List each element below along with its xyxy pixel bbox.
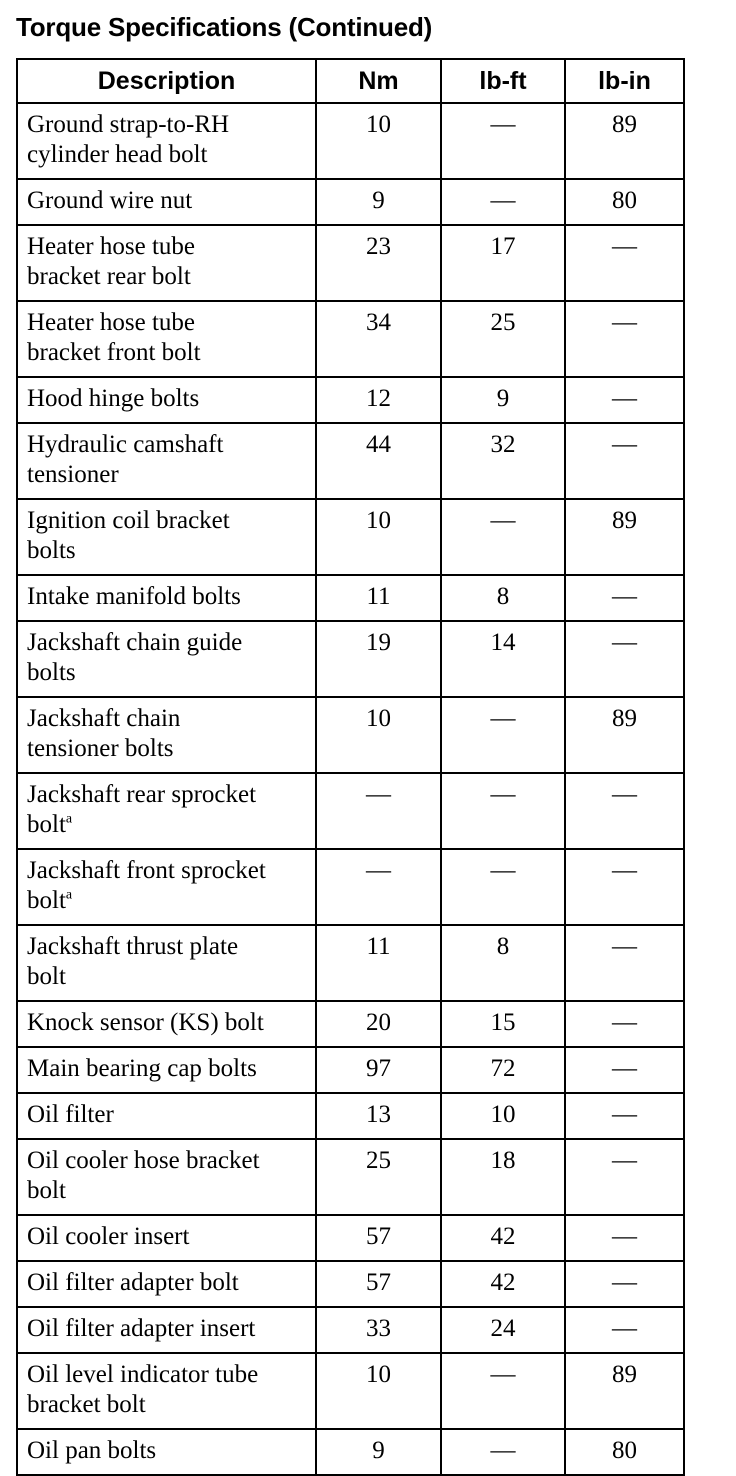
description-line: bolts xyxy=(27,537,76,564)
table-row xyxy=(17,225,684,301)
description-cell xyxy=(17,1307,316,1353)
lb-ft-cell: — xyxy=(441,1429,565,1475)
description-cell xyxy=(17,1047,316,1093)
table-row xyxy=(17,575,684,621)
lb-ft-cell: — xyxy=(441,773,565,849)
nm-cell: 10 xyxy=(316,697,441,773)
table-row xyxy=(17,1307,684,1353)
nm-cell: 11 xyxy=(316,575,441,621)
lb-ft-cell: 8 xyxy=(441,575,565,621)
lb-in-cell: 80 xyxy=(565,1429,684,1475)
table-row xyxy=(17,1047,684,1093)
table-body xyxy=(17,103,684,1475)
nm-cell: 33 xyxy=(316,1307,441,1353)
description-line: Knock sensor (KS) bolt xyxy=(27,1009,264,1036)
nm-cell: 11 xyxy=(316,925,441,1001)
lb-in-cell: — xyxy=(565,1307,684,1353)
table-row xyxy=(17,377,684,423)
description-line: bracket bolt xyxy=(27,1391,146,1418)
table-row xyxy=(17,1261,684,1307)
table-row xyxy=(17,301,684,377)
lb-ft-cell: 17 xyxy=(441,225,565,301)
lb-ft-cell: 24 xyxy=(441,1307,565,1353)
nm-cell: 57 xyxy=(316,1215,441,1261)
lb-ft-cell: 18 xyxy=(441,1139,565,1215)
table-row xyxy=(17,1353,684,1429)
table-row xyxy=(17,1093,684,1139)
description-line: Oil level indicator tube xyxy=(27,1361,259,1388)
lb-in-cell: — xyxy=(565,225,684,301)
lb-in-cell: — xyxy=(565,1215,684,1261)
lb-ft-cell: 25 xyxy=(441,301,565,377)
lb-ft-cell: — xyxy=(441,103,565,179)
nm-cell: — xyxy=(316,773,441,849)
torque-spec-table xyxy=(16,58,685,1476)
description-cell xyxy=(17,773,316,849)
lb-in-cell: — xyxy=(565,925,684,1001)
description-line: bolt xyxy=(27,963,66,990)
description-cell xyxy=(17,925,316,1001)
description-line: tensioner xyxy=(27,461,119,488)
lb-ft-cell: 42 xyxy=(441,1261,565,1307)
description-line: Intake manifold bolts xyxy=(27,583,241,610)
lb-ft-cell: 14 xyxy=(441,621,565,697)
description-cell xyxy=(17,301,316,377)
description-cell xyxy=(17,697,316,773)
nm-cell: 9 xyxy=(316,179,441,225)
lb-in-cell: 89 xyxy=(565,103,684,179)
description-line: Hood hinge bolts xyxy=(27,385,200,412)
lb-in-cell: — xyxy=(565,1261,684,1307)
lb-ft-cell: — xyxy=(441,849,565,925)
description-cell xyxy=(17,575,316,621)
description-line: Heater hose tube xyxy=(27,309,195,336)
lb-in-cell: — xyxy=(565,423,684,499)
lb-ft-cell: 72 xyxy=(441,1047,565,1093)
description-cell xyxy=(17,1093,316,1139)
table-row xyxy=(17,697,684,773)
description-line: Oil filter xyxy=(27,1101,114,1128)
page-title: Torque Specifications (Continued) xyxy=(16,12,433,42)
lb-in-cell: 89 xyxy=(565,499,684,575)
column-header-description: Description xyxy=(17,59,316,103)
table-row xyxy=(17,423,684,499)
description-cell xyxy=(17,1001,316,1047)
table-row xyxy=(17,499,684,575)
description-line: bracket front bolt xyxy=(27,339,201,366)
description-cell xyxy=(17,225,316,301)
header-row xyxy=(17,59,684,103)
description-line: Jackshaft chain xyxy=(27,705,181,732)
lb-ft-cell: 10 xyxy=(441,1093,565,1139)
column-header-lb-ft: lb-ft xyxy=(441,59,565,103)
description-line: bolt xyxy=(27,811,66,838)
nm-cell: 10 xyxy=(316,499,441,575)
description-line: Oil filter adapter bolt xyxy=(27,1269,239,1296)
lb-in-cell: 89 xyxy=(565,1353,684,1429)
description-line: Jackshaft chain guide xyxy=(27,629,243,656)
lb-in-cell: — xyxy=(565,773,684,849)
lb-in-cell: — xyxy=(565,301,684,377)
table-row xyxy=(17,1215,684,1261)
description-cell xyxy=(17,1353,316,1429)
lb-in-cell: — xyxy=(565,1139,684,1215)
description-line: Hydraulic camshaft xyxy=(27,431,224,458)
description-line: bracket rear bolt xyxy=(27,263,191,290)
description-line: bolt xyxy=(27,1177,66,1204)
table-row xyxy=(17,925,684,1001)
nm-cell: 44 xyxy=(316,423,441,499)
nm-cell: 23 xyxy=(316,225,441,301)
footnote-marker: a xyxy=(65,811,73,827)
lb-ft-cell: — xyxy=(441,499,565,575)
table-row xyxy=(17,1001,684,1047)
description-line: Oil pan bolts xyxy=(27,1437,157,1464)
nm-cell: 10 xyxy=(316,1353,441,1429)
description-cell xyxy=(17,1215,316,1261)
nm-cell: 97 xyxy=(316,1047,441,1093)
description-line: Ground wire nut xyxy=(27,187,193,214)
description-cell xyxy=(17,1429,316,1475)
nm-cell: 9 xyxy=(316,1429,441,1475)
description-line: Main bearing cap bolts xyxy=(27,1055,257,1082)
lb-in-cell: 80 xyxy=(565,179,684,225)
description-line: Ignition coil bracket xyxy=(27,507,230,534)
description-line: Oil filter adapter insert xyxy=(27,1315,256,1342)
lb-ft-cell: — xyxy=(441,179,565,225)
lb-ft-cell: 15 xyxy=(441,1001,565,1047)
description-line: Oil cooler hose bracket xyxy=(27,1147,260,1174)
lb-in-cell: — xyxy=(565,1001,684,1047)
nm-cell: 10 xyxy=(316,103,441,179)
description-cell xyxy=(17,1139,316,1215)
table-row xyxy=(17,179,684,225)
description-cell xyxy=(17,849,316,925)
description-cell xyxy=(17,377,316,423)
description-line: Jackshaft rear sprocket xyxy=(27,781,257,808)
nm-cell: 34 xyxy=(316,301,441,377)
table-row xyxy=(17,1429,684,1475)
description-cell xyxy=(17,179,316,225)
lb-in-cell: — xyxy=(565,1093,684,1139)
description-line: Ground strap-to-RH xyxy=(27,111,230,138)
lb-in-cell: — xyxy=(565,377,684,423)
description-line: Oil cooler insert xyxy=(27,1223,190,1250)
description-cell xyxy=(17,423,316,499)
table-row xyxy=(17,621,684,697)
lb-ft-cell: — xyxy=(441,697,565,773)
description-cell xyxy=(17,1261,316,1307)
lb-in-cell: — xyxy=(565,849,684,925)
description-line: Jackshaft thrust plate xyxy=(27,933,239,960)
table-row xyxy=(17,1139,684,1215)
column-header-lb-in: lb-in xyxy=(565,59,684,103)
description-cell xyxy=(17,621,316,697)
lb-ft-cell: 32 xyxy=(441,423,565,499)
footnote-marker: a xyxy=(65,887,73,903)
lb-ft-cell: 8 xyxy=(441,925,565,1001)
nm-cell: — xyxy=(316,849,441,925)
lb-in-cell: 89 xyxy=(565,697,684,773)
lb-ft-cell: 42 xyxy=(441,1215,565,1261)
column-header-nm: Nm xyxy=(316,59,441,103)
description-line: bolts xyxy=(27,659,76,686)
lb-in-cell: — xyxy=(565,575,684,621)
description-line: cylinder head bolt xyxy=(27,141,208,168)
lb-ft-cell: — xyxy=(441,1353,565,1429)
nm-cell: 20 xyxy=(316,1001,441,1047)
description-line: bolt xyxy=(27,887,66,914)
nm-cell: 25 xyxy=(316,1139,441,1215)
nm-cell: 19 xyxy=(316,621,441,697)
lb-in-cell: — xyxy=(565,1047,684,1093)
table-row xyxy=(17,773,684,849)
table-row xyxy=(17,103,684,179)
lb-ft-cell: 9 xyxy=(441,377,565,423)
description-line: tensioner bolts xyxy=(27,735,174,762)
nm-cell: 12 xyxy=(316,377,441,423)
table-row xyxy=(17,849,684,925)
description-cell xyxy=(17,103,316,179)
nm-cell: 57 xyxy=(316,1261,441,1307)
nm-cell: 13 xyxy=(316,1093,441,1139)
description-cell xyxy=(17,499,316,575)
description-line: Jackshaft front sprocket xyxy=(27,857,266,884)
description-line: Heater hose tube xyxy=(27,233,195,260)
lb-in-cell: — xyxy=(565,621,684,697)
